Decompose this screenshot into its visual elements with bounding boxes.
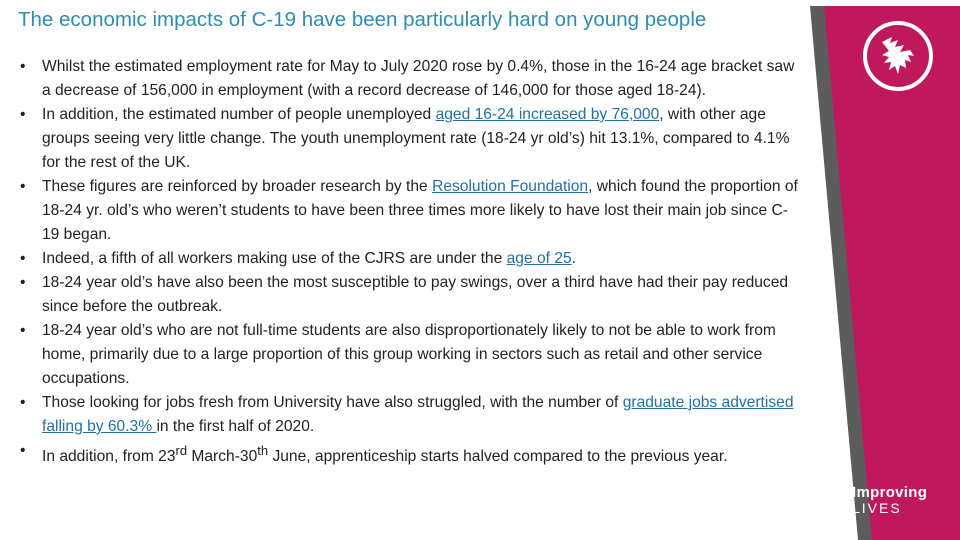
brand-line-1: Improving	[852, 484, 928, 501]
dragon-badge-icon	[862, 20, 934, 92]
improving-lives-logo	[852, 484, 952, 516]
bullet-list	[20, 55, 800, 469]
link-aged-16-24[interactable]: aged 16-24 increased by 76,000	[435, 106, 660, 123]
bullet-item: • Those looking for jobs fresh from University have also struggled, with the number of graduate jobs advertised falling by 60.3% in the first half of 2020.	[20, 391, 800, 439]
bullet-marker: •	[20, 394, 26, 411]
link-graduate-jobs[interactable]: graduate jobs advertised falling by 60.3%	[42, 394, 794, 435]
bullet-marker: •	[20, 322, 26, 339]
bullet-marker: •	[20, 250, 26, 267]
link-age-of-25[interactable]: age of 25	[506, 250, 572, 267]
bullet-marker: •	[20, 178, 26, 195]
bullet-item: • Indeed, a fifth of all workers making use of the CJRS are under the age of 25.	[20, 247, 800, 271]
slide-title: The economic impacts of C-19 have been particularly hard on young people	[18, 8, 707, 31]
bullet-item: • These figures are reinforced by broader research by the Resolution Foundation, which found the proportion of 18-24 yr. old’s who weren’t students to have been three times more likely to have lost their main job since C-19 began.	[20, 175, 800, 247]
bullet-item: • In addition, from 23rd March-30th June, apprenticeship starts halved compared to the previous year.	[20, 439, 800, 469]
bullet-marker: •	[20, 58, 26, 75]
bullet-item: • 18-24 year old’s who are not full-time students are also disproportionately likely to not be able to work from home, primarily due to a large proportion of this group working in sectors such as retail and other service occupations.	[20, 319, 800, 391]
bullet-marker: •	[20, 106, 26, 123]
bullet-marker: •	[20, 274, 26, 291]
bullet-item: • 18-24 year old’s have also been the most susceptible to pay swings, over a third have had their pay reduced since before the outbreak.	[20, 271, 800, 319]
link-resolution-foundation[interactable]: Resolution Foundation	[432, 178, 589, 195]
brand-line-2: LIVES	[852, 500, 902, 516]
dragon-icon	[882, 37, 914, 74]
bullet-item: • In addition, the estimated number of people unemployed aged 16-24 increased by 76,000, with other age groups seeing very little change. The youth unemployment rate (18-24 yr old’s) hit 13.1%, compared to 4.1% for the rest of the UK.	[20, 103, 800, 175]
bullet-marker: •	[20, 442, 26, 459]
bullet-item: • Whilst the estimated employment rate for May to July 2020 rose by 0.4%, those in the 16-24 age bracket saw a decrease of 156,000 in employment (with a record decrease of 146,000 for those aged 18-24).	[20, 55, 800, 103]
